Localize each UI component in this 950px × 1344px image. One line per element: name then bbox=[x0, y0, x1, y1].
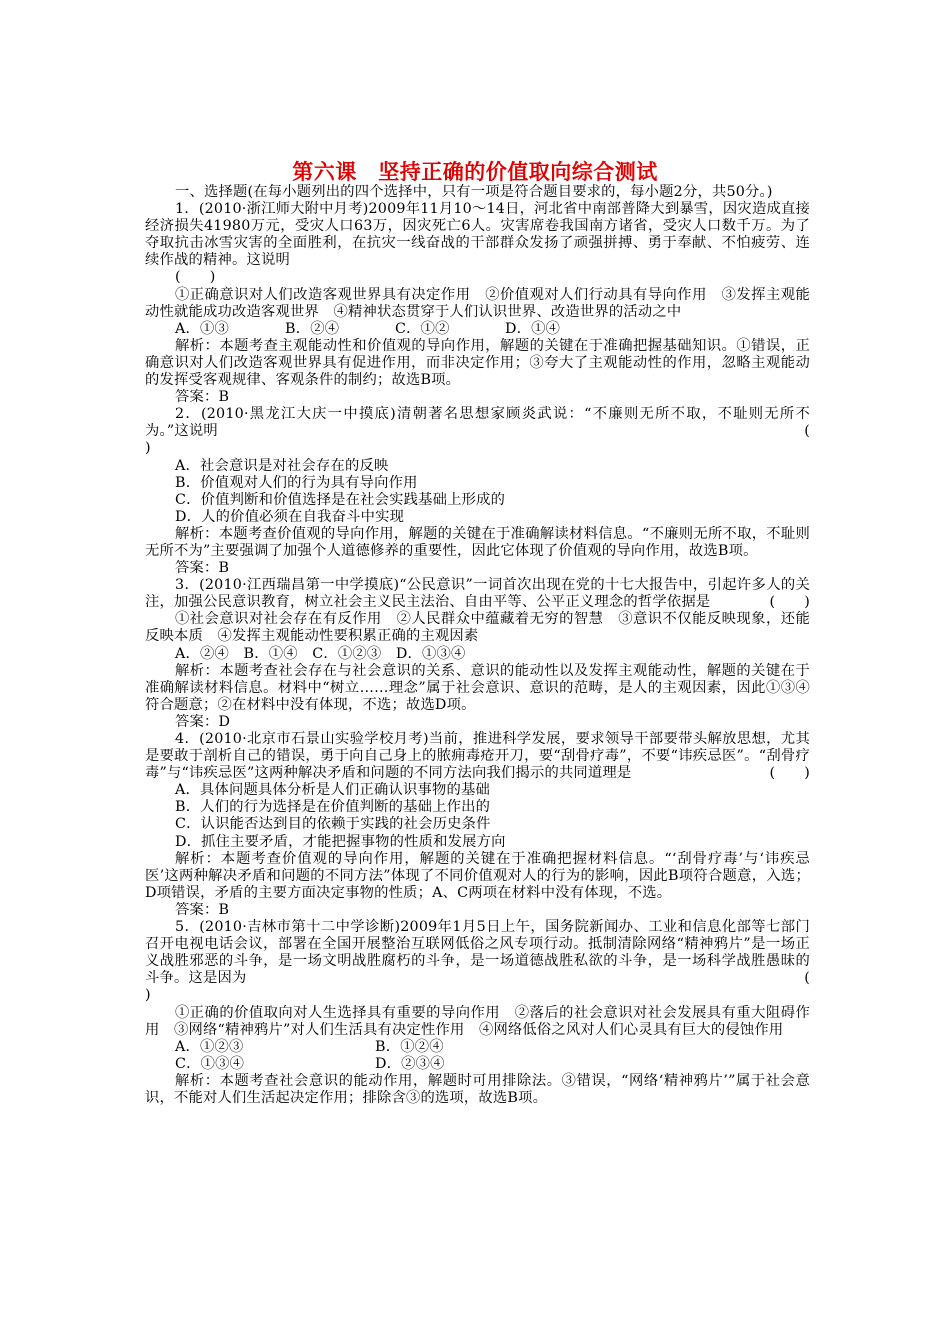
page-title: 第六课 坚持正确的价值取向综合测试 bbox=[292, 160, 658, 184]
option-a: A．①③ bbox=[175, 320, 230, 337]
answer-bracket: ( ) bbox=[769, 594, 810, 611]
question-items: ①正确意识对人们改造客观世界具有决定作用 ②价值观对人们行动具有导向作用 ③发挥主观能动性就能成功改造客观世界 ④精神状态贯穿于人们认识世界、改造世界的活动之中 bbox=[145, 286, 810, 320]
option-d: D．抓住主要矛盾，才能把握事物的性质和发展方向 bbox=[175, 833, 506, 850]
analysis: 解析：本题考查价值观的导向作用，解题的关键在于准确解读材料信息。“不廉则无所不取，不耻则无所不为”主要强调了加强个人道德修养的重要性，因此它体现了价值观的导向作用，故选B项。 bbox=[145, 525, 810, 559]
options-row-1 bbox=[145, 1039, 810, 1056]
option-c: C．认识能否达到目的依赖于实践的社会历史条件 bbox=[175, 816, 491, 833]
option-c: C．①② bbox=[395, 320, 450, 337]
option-b: B．人们的行为选择是在价值判断的基础上作出的 bbox=[175, 799, 491, 816]
option-a: A．社会意识是对社会存在的反映 bbox=[175, 457, 389, 474]
option-d: D．人的价值必须在自我奋斗中实现 bbox=[175, 508, 405, 525]
answer: 答案：B bbox=[175, 560, 230, 577]
analysis: 解析：本题考查价值观的导向作用，解题的关键在于准确把握材料信息。“‘刮骨疗毒’与‘讳疾忌医’这两种解决矛盾和问题的不同方法”体现了不同价值观对人的行为的影响，因此B项符合题意，入选；D项错误，矛盾的主要方面决定事物的性质；A、C两项在材料中没有体现，不选。 bbox=[145, 850, 810, 901]
question-stem bbox=[145, 577, 810, 611]
question-5 bbox=[145, 919, 810, 1107]
question-stem bbox=[145, 731, 810, 782]
question-stem: 1．(2010·浙江师大附中月考)2009年11月10～14日，河北省中南部普降大到暴雪，因灾造成直接经济损失41980万元，受灾人口63万，因灾死亡6人。灾害席卷我国南方诸省，受灾人口数千万。为了夺取抗击冰雪灾害的全面胜利，在抗灾一线奋战的干部群众发扬了顽强拼搏、勇于奉献、不怕疲劳、连续作战的精神。这说明 bbox=[145, 201, 810, 269]
question-1 bbox=[145, 201, 810, 406]
analysis: 解析：本题考查社会存在与社会意识的关系、意识的能动性以及发挥主观能动性，解题的关键在于准确解读材料信息。材料中“树立……理念”属于社会意识、意识的范畴，是人的主观因素，因此①③④符合题意；②在材料中没有体现，不选；故选D项。 bbox=[145, 662, 810, 713]
question-4 bbox=[145, 731, 810, 919]
option-c: C．①③④ bbox=[175, 1055, 245, 1072]
option-d: D．①④ bbox=[505, 320, 561, 337]
stem-text: 3．(2010·江西瑞昌第一中学摸底)“公民意识”一词首次出现在党的十七大报告中，引起许多人的关注，加强公民意识教育，树立社会主义民主法治、自由平等、公平正义理念的哲学依据是 bbox=[145, 577, 810, 611]
answer-bracket-close: ) bbox=[145, 987, 151, 1004]
document-body bbox=[145, 184, 810, 1107]
analysis: 解析：本题考查社会意识的能动作用，解题时可用排除法。③错误，“网络‘精神鸦片’”属于社会意识，不能对人们生活起决定作用；排除含③的选项，故选B项。 bbox=[145, 1072, 810, 1106]
option-a: A．具体问题具体分析是人们正确认识事物的基础 bbox=[175, 782, 490, 799]
question-2 bbox=[145, 406, 810, 577]
option-d: D．②③④ bbox=[375, 1055, 445, 1072]
option-b: B．②④ bbox=[285, 320, 340, 337]
option-c: C．价值判断和价值选择是在社会实践基础上形成的 bbox=[175, 491, 506, 508]
question-stem bbox=[145, 919, 810, 987]
answer-bracket: ( ) bbox=[769, 765, 810, 782]
answer-bracket: ( ) bbox=[175, 269, 216, 286]
options-row bbox=[145, 321, 810, 338]
stem-text: 2．(2010·黑龙江大庆一中摸底)清朝著名思想家顾炎武说：“不廉则无所不取，不耻则无所不为。”这说明 bbox=[145, 406, 810, 440]
answer: 答案：D bbox=[175, 713, 231, 730]
question-stem bbox=[145, 406, 810, 440]
answer-bracket-open: ( bbox=[804, 423, 810, 440]
options-row: A．②④ B．①④ C．①②③ D．①③④ bbox=[175, 645, 466, 662]
section-intro: 一、选择题(在每小题列出的四个选择中，只有一项是符合题目要求的，每小题2分，共50分。) bbox=[175, 184, 773, 200]
option-a: A．①②③ bbox=[175, 1038, 244, 1055]
answer-bracket-open: ( bbox=[804, 970, 810, 987]
stem-text: 4．(2010·北京市石景山实验学校月考)当前，推进科学发展，要求领导干部要带头解放思想，尤其是要敢于剖析自己的错误，勇于向自己身上的脓痈毒疮开刀，要“刮骨疗毒”，不要“讳疾忌医”。“刮骨疗毒”与“讳疾忌医”这两种解决矛盾和问题的不同方法向我们揭示的共同道理是 bbox=[145, 731, 810, 782]
answer: 答案：B bbox=[175, 901, 230, 918]
question-3 bbox=[145, 577, 810, 731]
answer: 答案：B bbox=[175, 389, 230, 406]
question-items: ①正确的价值取向对人生选择具有重要的导向作用 ②落后的社会意识对社会发展具有重大阻碍作用 ③网络“精神鸦片”对人们生活具有决定性作用 ④网络低俗之风对人们心灵具有巨大的侵蚀作用 bbox=[145, 1004, 810, 1038]
answer-bracket-close: ) bbox=[145, 440, 151, 457]
stem-text: 5．(2010·吉林市第十二中学诊断)2009年1月5日上午，国务院新闻办、工业和信息化部等七部门召开电视电话会议，部署在全国开展整治互联网低俗之风专项行动。抵制清除网络“精神鸦片”是一场正义战胜邪恶的斗争，是一场文明战胜腐朽的斗争，是一场道德战胜私欲的斗争，是一场科学战胜愚昧的斗争。这是因为 bbox=[145, 919, 810, 987]
option-b: B．价值观对人们的行为具有导向作用 bbox=[175, 474, 418, 491]
question-items: ①社会意识对社会存在有反作用 ②人民群众中蕴藏着无穷的智慧 ③意识不仅能反映现象，还能反映本质 ④发挥主观能动性要积累正确的主观因素 bbox=[145, 611, 810, 645]
option-b: B．①②④ bbox=[375, 1038, 444, 1055]
analysis: 解析：本题考查主观能动性和价值观的导向作用，解题的关键在于准确把握基础知识。①错误，正确意识对人们改造客观世界具有促进作用，而非决定作用；③夸大了主观能动性的作用，忽略主观能动的发挥受客观规律、客观条件的制约；故选B项。 bbox=[145, 337, 810, 389]
options-row-2 bbox=[145, 1056, 810, 1073]
